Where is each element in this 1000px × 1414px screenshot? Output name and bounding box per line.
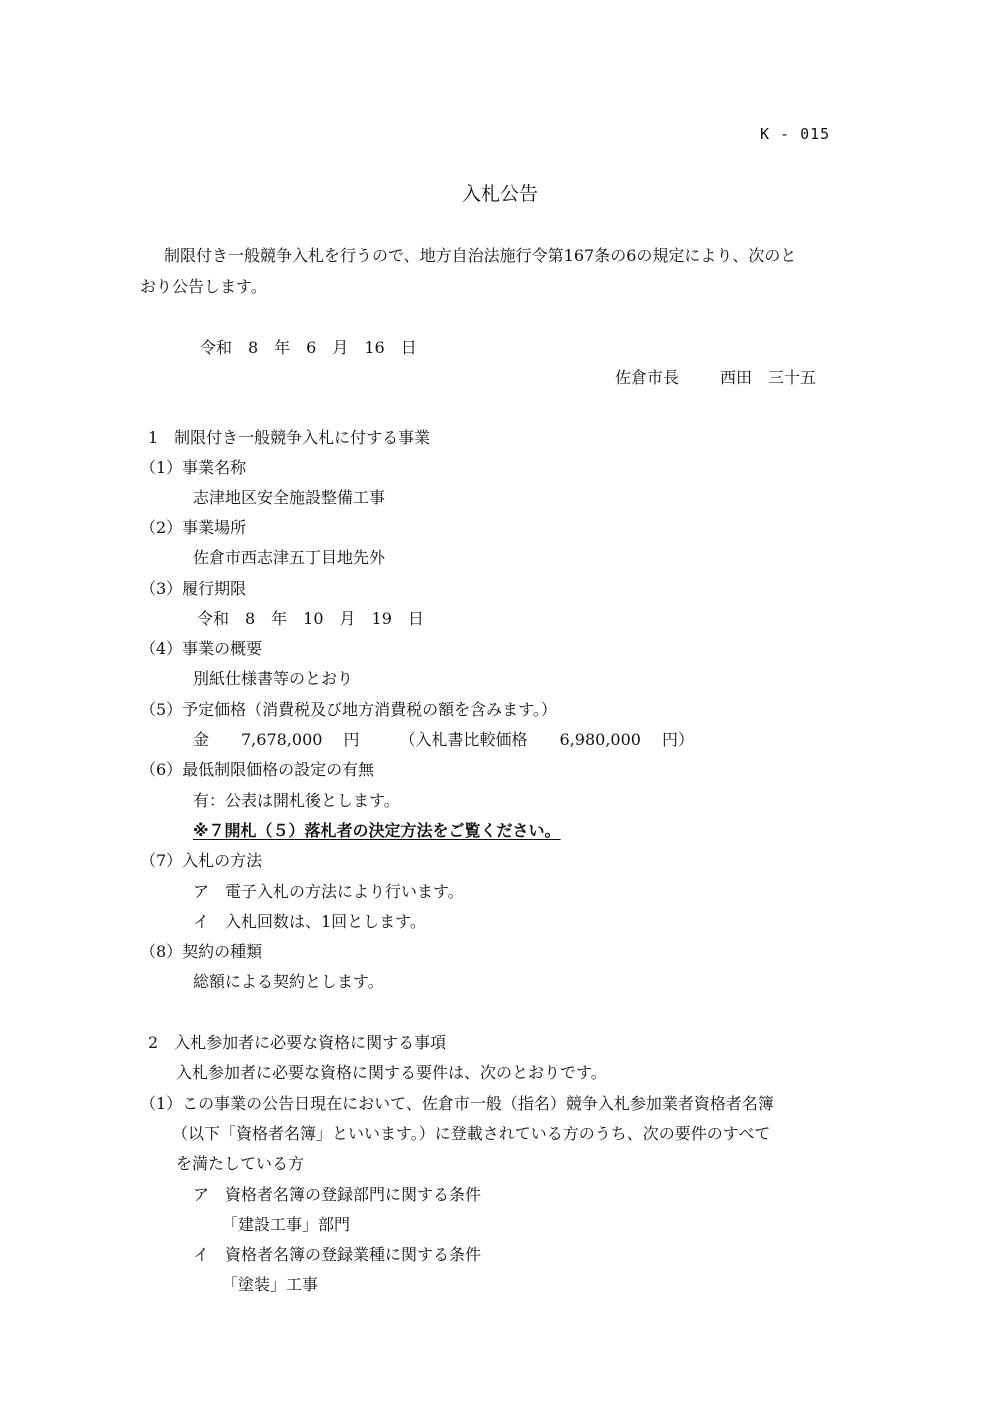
- item-4-label: （4）事業の概要: [140, 639, 263, 658]
- item-7-sub-b: イ 入札回数は、1回とします。: [193, 912, 426, 931]
- item-3-label: （3）履行期限: [140, 579, 247, 598]
- notice-date: 令和 8 年 6 月 16 日: [200, 338, 417, 357]
- section-1-heading: 1 制限付き一般競争入札に付する事業: [148, 428, 431, 447]
- section-2-item-1-line-1: （1）この事業の公告日現在において、佐倉市一般（指名）競争入札参加業者資格者名簿: [140, 1094, 774, 1113]
- item-3-value: 令和 8 年 10 月 19 日: [197, 609, 424, 628]
- item-4-value: 別紙仕様書等のとおり: [193, 669, 354, 688]
- item-6-value: 有：公表は開札後とします。: [193, 791, 400, 810]
- item-6-note: ※７開札（５）落札者の決定方法をご覧ください。: [193, 821, 561, 840]
- item-5-label: （5）予定価格（消費税及び地方消費税の額を含みます。）: [140, 700, 557, 719]
- issuer-title: 佐倉市長: [615, 368, 680, 387]
- document-code: K - 015: [760, 125, 831, 143]
- item-2-value: 佐倉市西志津五丁目地先外: [193, 548, 386, 567]
- section-2-item-1-line-3: を満たしている方: [176, 1154, 305, 1173]
- item-8-label: （8）契約の種類: [140, 942, 263, 961]
- condition-a-label: ア 資格者名簿の登録部門に関する条件: [193, 1185, 482, 1204]
- item-5-value: 金 7,678,000 円 （入札書比較価格 6,980,000 円）: [193, 730, 695, 749]
- item-1-label: （1）事業名称: [140, 458, 247, 477]
- issuer-name: 西田 三十五: [720, 368, 817, 387]
- section-2-heading: 2 入札参加者に必要な資格に関する事項: [148, 1033, 447, 1052]
- condition-b-value: 「塗装」工事: [222, 1275, 319, 1294]
- intro-line-1: 制限付き一般競争入札を行うので、地方自治法施行令第167条の6の規定により、次のと: [164, 246, 797, 265]
- item-7-sub-a: ア 電子入札の方法により行います。: [193, 882, 464, 901]
- section-2-lead: 入札参加者に必要な資格に関する要件は、次のとおりです。: [176, 1063, 607, 1082]
- item-7-label: （7）入札の方法: [140, 851, 263, 870]
- item-6-label: （6）最低制限価格の設定の有無: [140, 760, 375, 779]
- item-1-value: 志津地区安全施設整備工事: [193, 488, 386, 507]
- section-2-item-1-line-2: （以下「資格者名簿」といいます。）に登載されている方のうち、次の要件のすべて: [172, 1124, 771, 1143]
- condition-a-value: 「建設工事」部門: [222, 1215, 351, 1234]
- intro-line-2: おり公告します。: [140, 277, 267, 296]
- item-8-value: 総額による契約とします。: [193, 972, 384, 991]
- condition-b-label: イ 資格者名簿の登録業種に関する条件: [193, 1245, 482, 1264]
- item-2-label: （2）事業場所: [140, 518, 247, 537]
- document-title: 入札公告: [461, 183, 538, 205]
